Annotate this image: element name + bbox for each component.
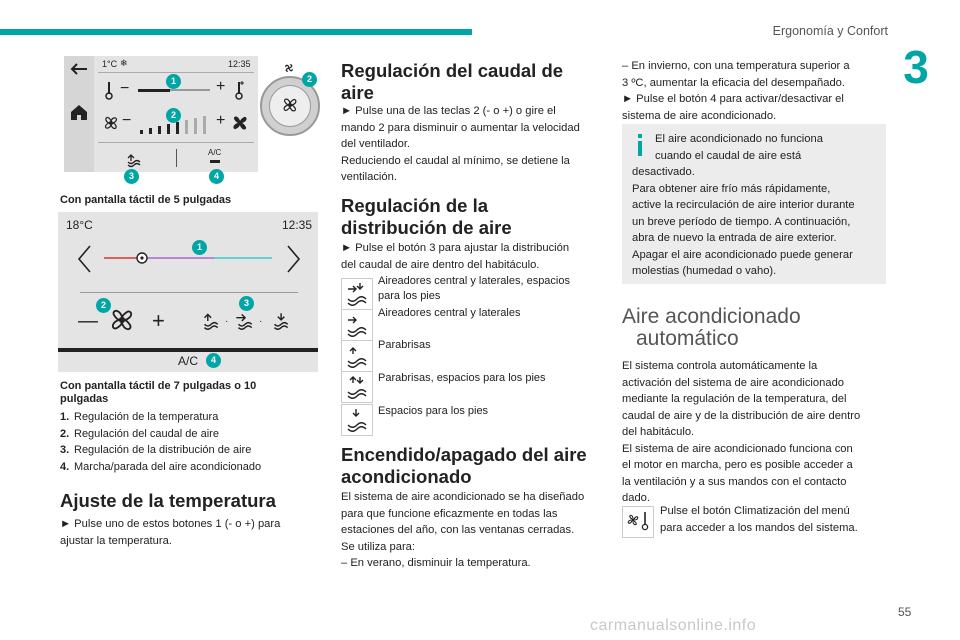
screen7-clock: 12:35: [282, 218, 313, 232]
fan-plus-button-7[interactable]: +: [152, 308, 165, 333]
fan-minus-button[interactable]: −: [122, 112, 132, 129]
mode-windscreen-icon: [341, 340, 373, 372]
callout-badge-1-7: 1: [192, 240, 207, 255]
legend-item: 2. Regulación del caudal de aire: [60, 427, 219, 440]
chevron-right-icon[interactable]: [286, 244, 302, 274]
temp-minus-button[interactable]: −: [120, 80, 130, 97]
screen5-divider-bottom: [98, 142, 254, 143]
mode-face-feet-label: Aireadores central y laterales, espacios para los pies: [378, 275, 570, 302]
callout-badge-2-knob: 2: [302, 72, 317, 87]
info-box-text-body: desactivado. Para obtener aire frío más rápidamente, active la recirculación de aire interior durante un breve período de tiempo. A continuación, abra de nuevo la entrada de aire exterior. Apagar el aire acondicionado puede generar molestias (humedad o vaho).: [632, 166, 855, 277]
snowflake-icon: ❄: [120, 58, 128, 68]
fan-icon: [108, 306, 136, 334]
screen7-temperature: 18°C: [66, 218, 93, 232]
temperature-slider[interactable]: [104, 252, 276, 264]
fan-small-icon: [102, 114, 120, 132]
temp-plus-button[interactable]: +: [216, 78, 226, 95]
callout-badge-2-7: 2: [96, 298, 111, 313]
fan-knob-icon: [279, 96, 301, 114]
callout-badge-3-7: 3: [239, 296, 254, 311]
callout-badge-4: 4: [209, 169, 224, 184]
fan-large-icon: [230, 113, 250, 133]
mode-windscreen-feet-label: Parabrisas, espacios para los pies: [378, 372, 546, 384]
ac-indicator: [210, 160, 220, 163]
heading-temperature: Ajuste de la temperatura: [60, 490, 276, 511]
mode-windscreen-feet-icon: [341, 371, 373, 403]
fan-minus-button-7[interactable]: —: [78, 310, 98, 332]
mode-face-label: Aireadores central y laterales: [378, 307, 521, 319]
info-icon: [635, 134, 645, 156]
screen-5-inch: [64, 56, 258, 172]
mode-face-icon: [341, 309, 373, 341]
legend-item: 1. Regulación de la temperatura: [60, 411, 219, 423]
callout-badge-1: 1: [166, 74, 181, 89]
screen-7-inch: [58, 212, 318, 372]
thermometer-hot-icon: [234, 80, 246, 100]
heading-air-flow: Regulación del caudal de aire: [341, 60, 564, 103]
screen7-divider: [80, 292, 298, 293]
info-box-text: El aire acondicionado no funciona cuando el caudal de aire está: [655, 133, 823, 162]
mode-face-feet-icon: [341, 278, 373, 310]
mode-feet-icon: [341, 404, 373, 436]
callout-badge-2: 2: [166, 108, 181, 123]
climate-menu-text: Pulse el botón Climatización del menú para acceder a los mandos del sistema.: [660, 505, 858, 534]
header-accent-bar: [0, 29, 472, 35]
screen7-ac-button[interactable]: A/C: [178, 354, 199, 368]
distribution-face-icon[interactable]: [234, 310, 254, 332]
caption-7-inch: Con pantalla táctil de 7 pulgadas o 10 pulgadas: [60, 380, 257, 405]
home-icon: [70, 104, 88, 120]
climate-menu-icon: [622, 506, 654, 538]
thermometer-cold-icon: [104, 80, 114, 100]
dot-separator-2: ·: [259, 316, 263, 327]
back-arrow-icon: [69, 62, 89, 76]
winter-text: – En invierno, con una temperatura superior a 3 ºC, aumentar la eficacia del desempañado. ► Pulse el botón 4 para activar/desactivar el sistema de aire acondicionado.: [622, 60, 850, 122]
screen5-separator: [176, 149, 177, 167]
legend-item: 4. Marcha/parada del aire acondicionado: [60, 460, 262, 473]
callout-badge-4-7: 4: [206, 353, 221, 368]
distribution-windscreen-icon[interactable]: [200, 310, 220, 332]
legend-list: [60, 409, 261, 475]
air-distribution-icon[interactable]: [124, 148, 142, 168]
screen5-ac-button[interactable]: A/C: [208, 148, 222, 157]
heading-ac-on-off: Encendido/apagado del aire acondicionado: [341, 444, 587, 487]
automatic-ac-text: El sistema controla automáticamente la activación del sistema de aire acondicionado mediante la regulación de la temperatura, del caudal de aire y de la distribución de aire dentro del habitáculo. El sistema de aire acondicionado funciona con el motor en marcha, pero es posible acceder a la ventilación y a sus mandos con el contacto dado.: [622, 360, 861, 504]
screen-5-inch-figure: [64, 56, 320, 181]
heading-air-distribution: Regulación de la distribución de aire: [341, 195, 512, 238]
screen5-clock: 12:35: [228, 59, 251, 69]
dot-separator: ·: [225, 316, 229, 327]
legend-item: 3. Regulación de la distribución de aire: [60, 444, 252, 456]
watermark: carmanualsonline.info: [590, 617, 757, 634]
temperature-text: ► Pulse uno de estos botones 1 (- o +) para ajustar la temperatura.: [60, 518, 281, 547]
caption-5-inch: Con pantalla táctil de 5 pulgadas: [60, 194, 232, 206]
ac-on-off-text: El sistema de aire acondicionado se ha diseñado para que funcione eficazmente en todas las estaciones del año, con las ventanas cerradas. Se utiliza para: – En verano, disminuir la temperatura.: [341, 491, 585, 569]
chevron-left-icon[interactable]: [76, 244, 92, 274]
screen7-bottom-bar: [58, 348, 318, 352]
section-title: Ergonomía y Confort: [772, 24, 888, 38]
fan-plus-button[interactable]: +: [216, 112, 226, 129]
chapter-number: 3: [903, 41, 929, 93]
callout-badge-3: 3: [124, 169, 139, 184]
air-distribution-text: ► Pulse el botón 3 para ajustar la distribución del caudal de aire dentro del habitáculo.: [341, 242, 570, 271]
page-number: 55: [898, 605, 912, 619]
screen5-temperature: 1°C: [102, 59, 118, 69]
fan-off-icon: [282, 62, 296, 74]
mode-windscreen-label: Parabrisas: [378, 339, 431, 351]
heading-automatic-ac: Aire acondicionado automático: [622, 305, 801, 350]
air-flow-text: ► Pulse una de las teclas 2 (- o +) o gire el mando 2 para disminuir o aumentar la velocidad del ventilador. Reduciendo el caudal al mínimo, se detiene la ventilación.: [341, 105, 580, 183]
screen5-divider: [98, 72, 254, 73]
distribution-feet-icon[interactable]: [270, 310, 290, 332]
temp-level-bar: [138, 89, 210, 91]
mode-feet-label: Espacios para los pies: [378, 405, 489, 417]
